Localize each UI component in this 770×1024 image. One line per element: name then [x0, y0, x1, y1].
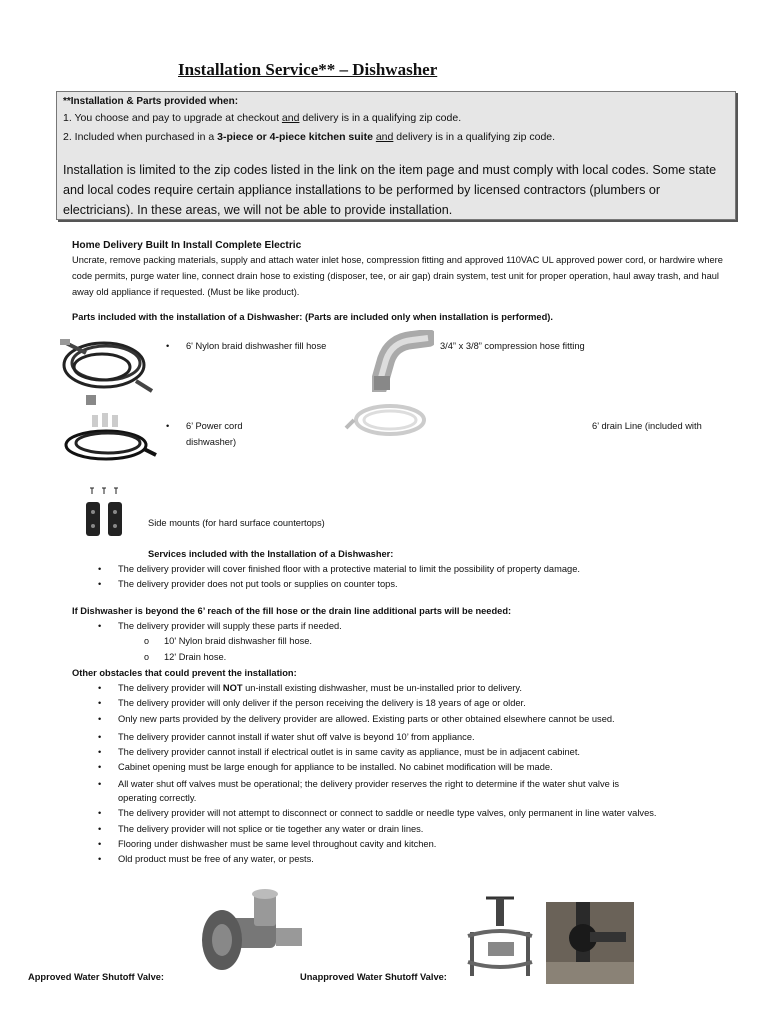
obstacles-item: • Flooring under dishwasher must be same level throughout cavity and kitchen.: [118, 839, 436, 849]
obstacles-item: • The delivery provider will not attempt to disconnect or connect to saddle or needle type valves, only permanent in line water valves.: [118, 808, 656, 818]
part-power-cord: • 6’ Power cord: [186, 421, 243, 431]
services-heading: Services included with the Installation of a Dishwasher:: [148, 549, 394, 559]
fill-hose-image: [56, 333, 156, 398]
notice-line-1: 1. You choose and pay to upgrade at checkout and delivery is in a qualifying zip code.: [63, 112, 462, 124]
parts-heading: Parts included with the installation of a Dishwasher: (Parts are included only when installation is performed).: [72, 312, 553, 322]
notice-heading: **Installation & Parts provided when:: [63, 96, 239, 107]
needle-valve-image: [546, 902, 634, 984]
notice-line-2: 2. Included when purchased in a 3-piece or 4-piece kitchen suite and delivery is in a qualifying zip code.: [63, 131, 556, 143]
obstacles-item: • The delivery provider cannot install if water shut off valve is beyond 10’ from appliance.: [118, 732, 475, 742]
obstacles-item: • The delivery provider cannot install if electrical outlet is in same cavity as appliance, must be in adjacent cabinet.: [118, 747, 580, 757]
approved-valve-label: Approved Water Shutoff Valve:: [28, 972, 165, 982]
beyond-heading: If Dishwasher is beyond the 6’ reach of the fill hose or the drain line additional parts will be needed:: [72, 606, 512, 616]
page-title: Installation Service** – Dishwasher: [178, 60, 438, 79]
compression-fitting-image: [372, 330, 434, 392]
side-mounts-image: [82, 486, 128, 538]
part-drain-line: 6’ drain Line (included with: [592, 421, 702, 431]
obstacles-item: • The delivery provider will only deliver if the person receiving the delivery is 18 years of age or older.: [118, 698, 526, 708]
services-item: • The delivery provider will cover finished floor with a protective material to limit the possibility of property damage.: [118, 564, 580, 574]
beyond-item: • The delivery provider will supply these parts if needed.: [118, 621, 342, 631]
obstacles-item: • All water shut off valves must be operational; the delivery provider reserves the right to determine if the water shut valve is: [118, 779, 619, 789]
obstacles-item: • Cabinet opening must be large enough for appliance to be installed. No cabinet modification will be made.: [118, 762, 553, 772]
part-power-cord-note: dishwasher): [186, 437, 237, 447]
notice-paragraph: Installation is limited to the zip codes listed in the link on the item page and must comply with local codes. Some state and local codes require certain appliance installations to be performed by licensed contractors (plumbers or electricians). In these areas, we will not be able to provide installation.: [63, 163, 717, 217]
saddle-valve-image: [462, 896, 540, 980]
delivery-heading: Home Delivery Built In Install Complete Electric: [72, 240, 302, 251]
obstacles-item: • Old product must be free of any water, or pests.: [118, 854, 314, 864]
approved-valve-image: [196, 888, 306, 980]
obstacles-item: • The delivery provider will NOT un-install existing dishwasher, must be un-installed prior to delivery.: [118, 683, 522, 693]
beyond-sub-item: o 12' Drain hose.: [164, 652, 226, 662]
power-cord-image: [56, 393, 161, 465]
unapproved-valve-label: Unapproved Water Shutoff Valve:: [300, 972, 447, 982]
obstacles-item: • Only new parts provided by the delivery provider are allowed. Existing parts or other obtained elsewhere cannot be used.: [118, 714, 615, 724]
part-side-mounts: Side mounts (for hard surface countertops): [148, 518, 325, 528]
part-fill-hose: • 6' Nylon braid dishwasher fill hose: [186, 341, 326, 351]
obstacles-heading: Other obstacles that could prevent the installation:: [72, 668, 297, 678]
part-compression-fitting: 3/4” x 3/8” compression hose fitting: [440, 341, 585, 351]
delivery-text: Uncrate, remove packing materials, supply and attach water inlet hose, compression fitting and approved 110VAC UL approved power cord, or hardwire where code permits, purge water line, connect drain hose to existing (disposer, tee, or air gap) drain system, test unit for proper operation, haul away trash, and haul away old appliance if requested. (Must be like product).: [72, 255, 723, 297]
services-item: • The delivery provider does not put tools or supplies on counter tops.: [118, 579, 398, 589]
obstacles-item-cont: operating correctly.: [118, 793, 197, 803]
notice-box: [56, 91, 736, 220]
beyond-sub-item: o 10' Nylon braid dishwasher fill hose.: [164, 636, 312, 646]
obstacles-item: • The delivery provider will not splice or tie together any water or drain lines.: [118, 824, 423, 834]
drain-line-image: [344, 400, 436, 442]
